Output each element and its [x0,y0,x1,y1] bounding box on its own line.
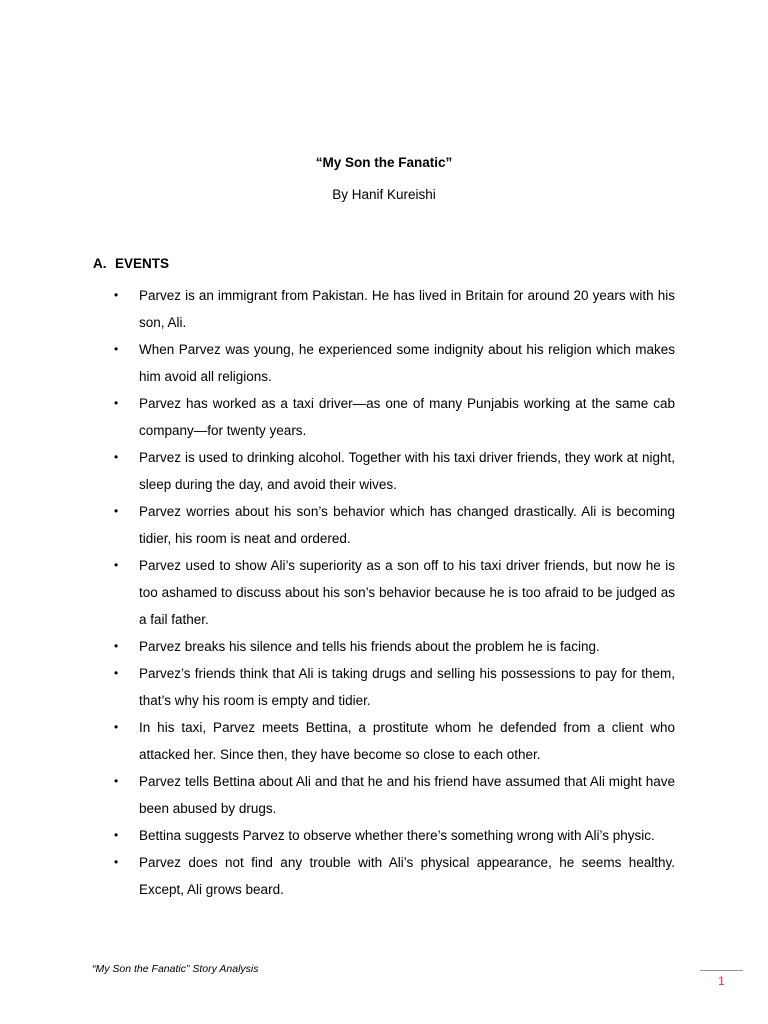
footer-text: “My Son the Fanatic” Story Analysis [92,963,259,975]
list-item [114,498,675,552]
list-item [114,633,675,660]
section-heading [93,256,169,271]
bullet-icon: • [114,558,119,572]
bullet-icon: • [114,639,119,653]
bullet-icon: • [114,288,119,302]
footer-rule [700,970,743,971]
bullet-icon: • [114,396,119,410]
list-item [114,282,675,336]
section-heading-text: EVENTS [115,256,170,271]
list-item-text: Parvez tells Bettina about Ali and that he and his friend have assumed that Ali might have been abused by drugs. [139,774,675,816]
bullet-icon: • [114,774,119,788]
list-item [114,336,675,390]
list-item-text: Parvez worries about his son’s behavior which has changed drastically. Ali is becoming tidier, his room is neat and ordered. [139,504,675,546]
list-item-text: Parvez breaks his silence and tells his friends about the problem he is facing. [139,639,600,654]
page-number: 1 [718,974,725,988]
list-item-text: In his taxi, Parvez meets Bettina, a prostitute whom he defended from a client who attacked her. Since then, they have become so close to each other. [139,720,675,762]
bullet-icon: • [114,720,119,734]
bullet-icon: • [114,855,119,869]
list-item-text: When Parvez was young, he experienced some indignity about his religion which makes him avoid all religions. [139,342,675,384]
list-item [114,849,675,903]
list-item-text: Bettina suggests Parvez to observe whether there’s something wrong with Ali’s physic. [139,828,655,843]
list-item [114,390,675,444]
document-title: “My Son the Fanatic” [315,155,453,170]
section-marker: A. [93,256,107,271]
list-item-text: Parvez’s friends think that Ali is taking drugs and selling his possessions to pay for them, that’s why his room is empty and tidier. [139,666,675,708]
bullet-icon: • [114,450,119,464]
bullet-icon: • [114,504,119,518]
list-item [114,768,675,822]
list-item-text: Parvez is an immigrant from Pakistan. He has lived in Britain for around 20 years with his son, Ali. [139,288,675,330]
list-item-text: Parvez used to show Ali’s superiority as a son off to his taxi driver friends, but now he is too ashamed to discuss about his son’s behavior because he is too afraid to be judged as a fail father. [139,558,675,627]
list-item-text: Parvez does not find any trouble with Ali’s physical appearance, he seems healthy. Except, Ali grows beard. [139,855,675,897]
list-item [114,822,675,849]
document-author: By Hanif Kureishi [332,187,436,202]
list-item-text: Parvez is used to drinking alcohol. Together with his taxi driver friends, they work at night, sleep during the day, and avoid their wives. [139,450,675,492]
events-list [114,282,675,903]
list-item [114,714,675,768]
list-item [114,660,675,714]
list-item-text: Parvez has worked as a taxi driver—as one of many Punjabis working at the same cab company—for twenty years. [139,396,675,438]
bullet-icon: • [114,666,119,680]
list-item [114,552,675,633]
bullet-icon: • [114,342,119,356]
list-item [114,444,675,498]
bullet-icon: • [114,828,119,842]
